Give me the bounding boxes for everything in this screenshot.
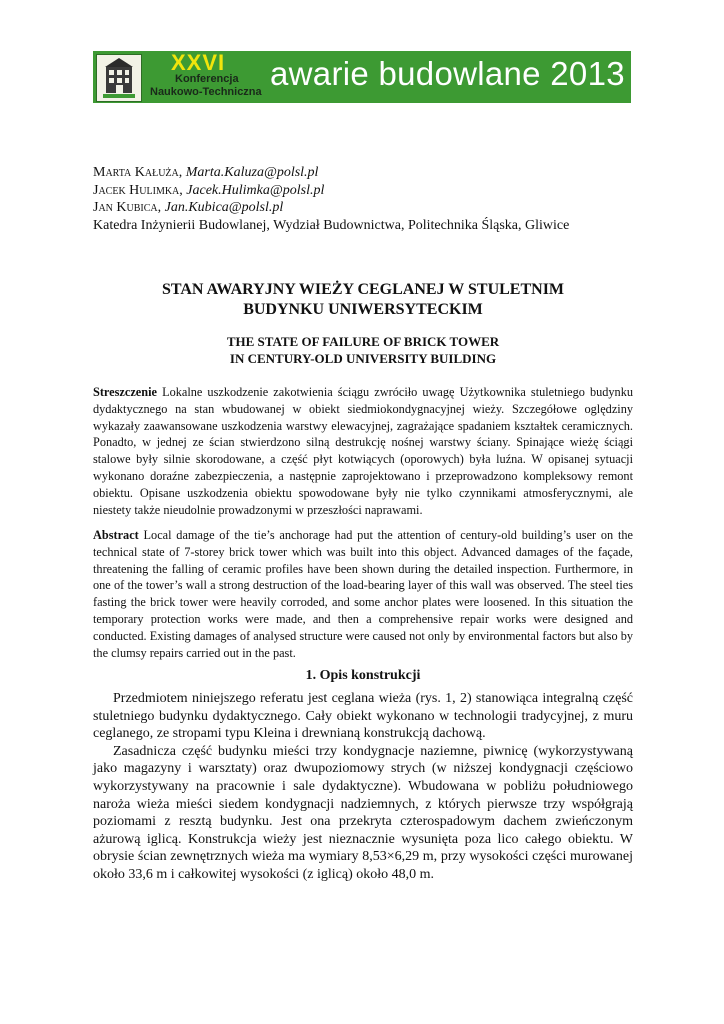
paper-title-polish (93, 280, 633, 320)
title-line: THE STATE OF FAILURE OF BRICK TOWER (226, 334, 500, 349)
author-name: Marta Kałuża (93, 165, 179, 180)
author-line: Marta Kałuża, Marta.Kaluza@polsl.pl (93, 165, 319, 180)
title-line: BUDYNKU UNIWERSYTECKIM (243, 301, 483, 318)
authors-block (93, 164, 633, 234)
abstract-english (93, 527, 633, 661)
building-logo-icon (97, 55, 141, 101)
author-email[interactable]: Jan.Kubica@polsl.pl (164, 200, 284, 215)
conference-title: awarie budowlane 2013 (270, 55, 625, 92)
title-line: STAN AWARYJNY WIEŻY CEGLANEJ W STULETNIM (161, 281, 565, 298)
author-name: Jan Kubica (93, 200, 158, 215)
author-email[interactable]: Jacek.Hulimka@polsl.pl (186, 182, 325, 198)
body-paragraph: Przedmiotem niniejszego referatu jest ceglana wieża (rys. 1, 2) stanowiąca integralną część stuletniego budynku dydaktycznego. Cały obiekt wykonano w technologii tradycyjnej, z muru ceglanego, ze stropami typu Kleina i drewnianą konstrukcją dachową. (93, 691, 633, 742)
abstract-label: Abstract (93, 528, 139, 542)
author-email[interactable]: Marta.Kaluza@polsl.pl (185, 165, 319, 180)
author-name: Jacek Hulimka (93, 182, 180, 198)
conference-label-line1: Konferencja (175, 73, 239, 85)
conference-edition: XXVI (171, 50, 226, 75)
abstract-label: Streszczenie (93, 385, 157, 399)
abstract-polish (93, 384, 633, 518)
author-line: Jacek Hulimka, Jacek.Hulimka@polsl.pl (93, 182, 325, 198)
affiliation: Katedra Inżynierii Budowlanej, Wydział Budownictwa, Politechnika Śląska, Gliwice (93, 217, 570, 233)
section-body (93, 690, 633, 884)
abstract-text: Lokalne uszkodzenie zakotwienia ściągu zwróciło uwagę Użytkownika stuletniego budynku dydaktycznego na stan wbudowanej w obiekt siedmiokondygnacyjnej wieży. Szczegółowe oględziny wykazały zaawansowane uszkodzenia warstwy elewacyjnej, zagrażające spadaniem kształtek ceramicznych. Ponadto, w jednej ze ścian stwierdzono silną destrukcję nośnej warstwy ściany. Spinające wieżę ściągi stalowe były silnie skorodowane, a część płyt kotwiących (oporowych) była luźna. W opisanej sytuacji wykonano doraźne zabezpieczenia, a następnie zaprojektowano i przeprowadzono kompleksowy remont obiektu. Opisane uszkodzenia obiektu spowodowane były nie tylko czynnikami atmosferycznymi, ale niestety także nieudolnie prowadzonymi w przeszłości naprawami. (93, 385, 633, 517)
conference-label-line2: Naukowo-Techniczna (150, 86, 262, 98)
abstract-text: Local damage of the tie’s anchorage had put the attention of century-old building’s user on the technical state of 7-storey brick tower which was built into this object. Advanced damages of the façade, threatening the falling of ceramic profiles have been shown during the detailed inspection. Furthermore, in one of the tower’s wall a strong destruction of the load-bearing layer of this wall was observed. The steel ties fasting the brick tower were heavily corroded, and some anchor plates were loosened. In this situation the temporary protection works were made, and then a comprehensive repair works were designed and conducted. Existing damages of analysed structure were caused not only by environmental factors but also by the clumsy repairs carried out in the past. (93, 528, 633, 660)
title-line: IN CENTURY-OLD UNIVERSITY BUILDING (229, 351, 497, 366)
author-line: Jan Kubica, Jan.Kubica@polsl.pl (93, 200, 284, 215)
body-paragraph: Zasadnicza część budynku mieści trzy kondygnacje naziemne, piwnicę (wykorzystywaną jako magazyny i warsztaty) oraz dwupoziomowy strych (w niższej kondygnacji częściowo wykorzystywany na pracownie i sale dydaktyczne). Wbudowana w pobliżu południowego naroża wieża mieści siedem kondygnacji nadziemnych, z których pierwsze trzy współgrają poziomami z resztą budynku. Jest ona przekryta czterospadowym dachem zwieńczonym ażurową iglicą. Konstrukcja wieży jest nieznacznie wysunięta poza lico całego obiektu. W obrysie ścian zewnętrznych wieża ma wymiary 8,53×6,29 m, przy wysokości części murowanej około 33,6 m i całkowitej wysokości (z iglicą) około 48,0 m. (93, 743, 633, 882)
section-heading: 1. Opis konstrukcji (305, 668, 421, 683)
conference-logo (96, 54, 142, 102)
paper-title-english (93, 333, 633, 367)
